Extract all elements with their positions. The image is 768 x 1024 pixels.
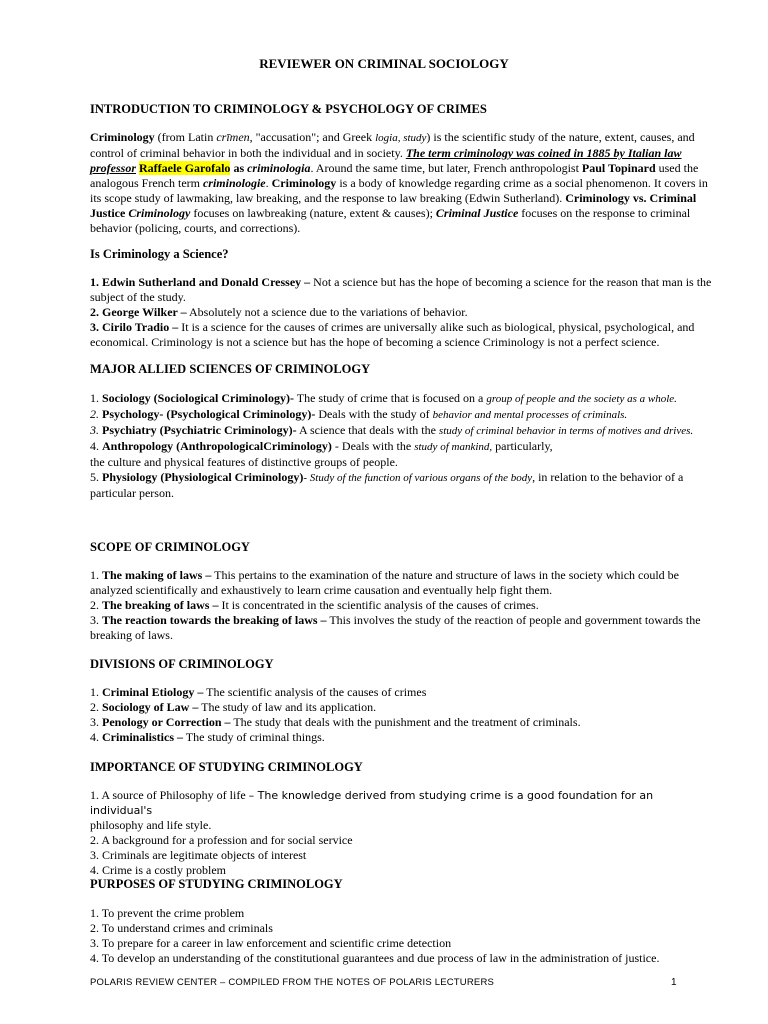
list-item: 2. Psychology- (Psychological Criminology)- Deals with the study of behavior and mental processes of criminals. xyxy=(90,407,628,421)
list-item: 3. The reaction towards the breaking of laws – This involves the study of the reaction of people and government towards the breaking of laws. xyxy=(90,613,701,642)
heading-importance: IMPORTANCE OF STUDYING CRIMINOLOGY xyxy=(90,760,363,774)
list-item: 1. The making of laws – This pertains to the examination of the nature and structure of laws in the society which could be analyzed scientifically and exhaustively to learn crime causation and eventually help fight them. xyxy=(90,568,680,597)
list-item: 3. Cirilo Tradio – It is a science for the causes of crimes are universally alike such as biological, physical, psychological, and economical. Criminology is not a science but has the hope of becoming a science Criminology is not a perfect science. xyxy=(90,320,695,349)
page-number: 1 xyxy=(671,977,677,988)
heading-purposes: PURPOSES OF STUDYING CRIMINOLOGY xyxy=(90,877,343,891)
heading-divisions: DIVISIONS OF CRIMINOLOGY xyxy=(90,657,274,671)
purposes-list xyxy=(90,906,714,966)
list-item: 1. Edwin Sutherland and Donald Cressey – Not a science but has the hope of becoming a science for the reason that man is the subject of the study. xyxy=(90,275,712,304)
list-item: 2. A background for a profession and for social service xyxy=(90,833,353,847)
highlighted-name: Raffaele Garofalo xyxy=(139,161,231,175)
list-item: 5. Physiology (Physiological Criminology)- Study of the function of various organs of the body, in relation to the behavior of a particular person. xyxy=(90,470,684,500)
list-item: 2. To understand crimes and criminals xyxy=(90,921,273,935)
list-item: 3. Criminals are legitimate objects of interest xyxy=(90,848,307,862)
divisions-list xyxy=(90,685,714,745)
intro-paragraph: Criminology (from Latin crīmen, "accusation"; and Greek logia, study) is the scientific study of the nature, extent, causes, and control of criminal behavior in both the individual and in society. The term criminology was coined in 1885 by Italian law professor Raffaele Garofalo as criminologia. Around the same time, but later, French anthropologist Paul Topinard used the analogous French term criminologie. Criminology is a body of knowledge regarding crime as a social phenomenon. It covers in its scope study of lawmaking, law breaking, and the response to law breaking (Edwin Sutherland). Criminology vs. Criminal Justice Criminology focuses on lawbreaking (nature, extent & causes); Criminal Justice focuses on the response to criminal behavior (policing, courts, and corrections). xyxy=(90,130,708,235)
allied-list xyxy=(90,391,714,501)
list-item: 2. George Wilker – Absolutely not a science due to the variations of behavior. xyxy=(90,305,468,319)
list-item: 4. Crime is a costly problem xyxy=(90,863,226,877)
list-item: 3. Psychiatry (Psychiatric Criminology)- A science that deals with the study of criminal behavior in terms of motives and drives. xyxy=(90,423,694,437)
list-item: 1. To prevent the crime problem xyxy=(90,906,245,920)
list-item: 1. Criminal Etiology – The scientific analysis of the causes of crimes xyxy=(90,685,427,699)
heading-introduction: INTRODUCTION TO CRIMINOLOGY & PSYCHOLOGY OF CRIMES xyxy=(90,102,487,116)
heading-science-question: Is Criminology a Science? xyxy=(90,247,229,261)
heading-allied-sciences: MAJOR ALLIED SCIENCES OF CRIMINOLOGY xyxy=(90,362,371,376)
list-item: 3. To prepare for a career in law enforcement and scientific crime detection xyxy=(90,936,452,950)
list-item: 4. Anthropology (AnthropologicalCriminology) - Deals with the study of mankind, particularly, the culture and physical features of distinctive groups of people. xyxy=(90,439,553,469)
list-item: 2. Sociology of Law – The study of law and its application. xyxy=(90,700,377,714)
page-footer: POLARIS REVIEW CENTER – COMPILED FROM THE NOTES OF POLARIS LECTURERS xyxy=(90,977,495,988)
scope-list xyxy=(90,568,714,643)
importance-list xyxy=(90,788,714,878)
document-title: REVIEWER ON CRIMINAL SOCIOLOGY xyxy=(259,56,509,71)
list-item: 4. To develop an understanding of the constitutional guarantees and due process of law in the administration of justice. xyxy=(90,951,660,965)
list-item: 2. The breaking of laws – It is concentrated in the scientific analysis of the causes of crimes. xyxy=(90,598,539,612)
heading-scope: SCOPE OF CRIMINOLOGY xyxy=(90,540,250,554)
list-item: 4. Criminalistics – The study of criminal things. xyxy=(90,730,325,744)
list-item: 1. A source of Philosophy of life – The knowledge derived from studying crime is a good foundation for an individual's philosophy and life style. xyxy=(90,788,654,832)
list-item: 1. Sociology (Sociological Criminology)- The study of crime that is focused on a group of people and the society as a whole. xyxy=(90,391,677,405)
science-list xyxy=(90,275,714,350)
list-item: 3. Penology or Correction – The study that deals with the punishment and the treatment of criminals. xyxy=(90,715,581,729)
